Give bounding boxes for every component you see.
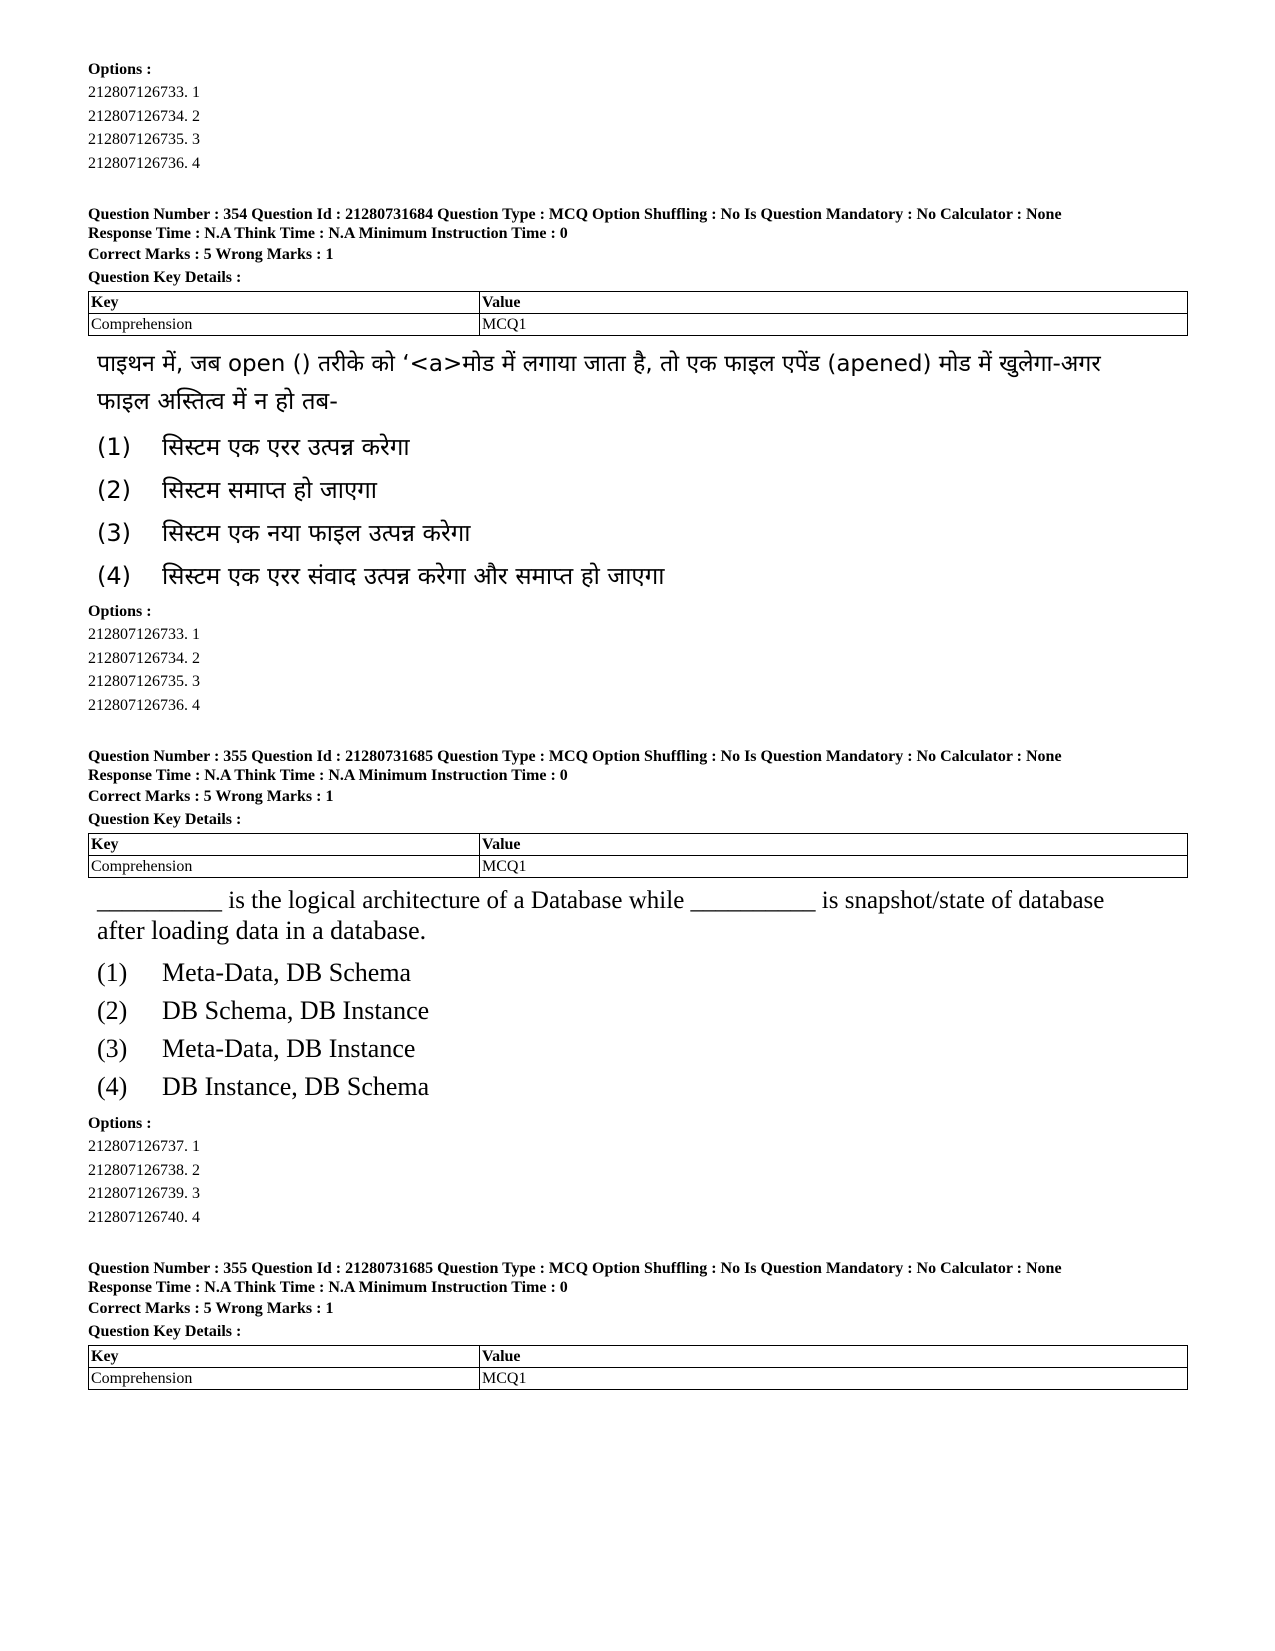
- choice-item: [97, 469, 1188, 512]
- question-text: [88, 346, 1188, 598]
- option-line: 212807126737. 1: [88, 1138, 200, 1155]
- key-header: Key: [89, 292, 480, 314]
- choice-item: [97, 426, 1188, 469]
- choice-text: Meta-Data, DB Schema: [162, 958, 412, 987]
- key-details-label: Question Key Details :: [88, 269, 242, 286]
- choice-text: DB Schema, DB Instance: [162, 996, 430, 1025]
- question-line: फाइल अस्तित्व में न हो तब-: [97, 387, 338, 415]
- choice-item: [97, 555, 1188, 598]
- option-line: 212807126733. 1: [88, 84, 200, 101]
- option-line: 212807126733. 1: [88, 626, 200, 643]
- option-line: 212807126734. 2: [88, 107, 200, 125]
- key-details-label: Question Key Details :: [88, 1323, 242, 1340]
- question-marks: Correct Marks : 5 Wrong Marks : 1: [88, 1300, 334, 1317]
- choice-text: Meta-Data, DB Instance: [162, 1034, 416, 1063]
- choice-text: DB Instance, DB Schema: [162, 1072, 430, 1101]
- options-label: Options :: [88, 603, 152, 620]
- choice-item: [97, 1068, 1188, 1106]
- choice-number: (4): [97, 1072, 128, 1101]
- question-line: after loading data in a database.: [97, 916, 427, 945]
- options-block-top: [88, 58, 1188, 175]
- question-line: पाइथन में, जब open () तरीके को ‘<a>मोड में लगाया जाता है, तो एक फाइल एपेंड (apened) मोड में खुलेगा-अगर: [97, 351, 1101, 377]
- question-timing: Response Time : N.A Think Time : N.A Minimum Instruction Time : 0: [88, 225, 568, 242]
- choice-number: (2): [97, 476, 131, 504]
- value-cell: MCQ1: [480, 856, 1188, 878]
- question-355-repeat: [88, 1259, 1188, 1390]
- question-marks: Correct Marks : 5 Wrong Marks : 1: [88, 788, 334, 805]
- question-timing: Response Time : N.A Think Time : N.A Minimum Instruction Time : 0: [88, 767, 568, 784]
- value-header: Value: [480, 1346, 1188, 1368]
- options-label: Options :: [88, 61, 152, 78]
- key-details-table: [88, 291, 1188, 336]
- option-line: 212807126735. 3: [88, 673, 200, 690]
- choice-item: [97, 954, 1188, 992]
- key-cell: Comprehension: [89, 314, 480, 336]
- choice-item: [97, 1030, 1188, 1068]
- value-cell: MCQ1: [480, 1368, 1188, 1390]
- choice-item: [97, 512, 1188, 555]
- choice-number: (1): [97, 958, 128, 987]
- question-timing: Response Time : N.A Think Time : N.A Minimum Instruction Time : 0: [88, 1279, 568, 1296]
- key-details-table: [88, 833, 1188, 878]
- option-line: 212807126734. 2: [88, 649, 200, 667]
- choice-text: सिस्टम एक एरर उत्पन्न करेगा: [162, 433, 410, 461]
- choice-text: सिस्टम समाप्त हो जाएगा: [162, 476, 377, 504]
- option-line: 212807126740. 4: [88, 1208, 200, 1226]
- question-marks: Correct Marks : 5 Wrong Marks : 1: [88, 246, 334, 263]
- question-text: [88, 886, 1188, 1106]
- options-label: Options :: [88, 1115, 152, 1132]
- key-cell: Comprehension: [89, 856, 480, 878]
- options-block: [88, 1112, 1188, 1229]
- choice-number: (2): [97, 996, 128, 1025]
- value-cell: MCQ1: [480, 314, 1188, 336]
- value-header: Value: [480, 834, 1188, 856]
- choice-number: (3): [97, 519, 131, 547]
- option-line: 212807126735. 3: [88, 131, 200, 148]
- key-header: Key: [89, 1346, 480, 1368]
- option-line: 212807126738. 2: [88, 1161, 200, 1179]
- option-line: 212807126736. 4: [88, 154, 200, 172]
- question-meta: Question Number : 354 Question Id : 21280731684 Question Type : MCQ Option Shuffling : No Is Question Mandatory : No Calculator : None: [88, 206, 1062, 223]
- option-line: 212807126739. 3: [88, 1185, 200, 1202]
- question-355: [88, 747, 1188, 1229]
- key-cell: Comprehension: [89, 1368, 480, 1390]
- key-details-table: [88, 1345, 1188, 1390]
- choice-text: सिस्टम एक एरर संवाद उत्पन्न करेगा और समाप्त हो जाएगा: [162, 562, 665, 590]
- question-354: [88, 205, 1188, 717]
- choice-item: [97, 992, 1188, 1030]
- key-header: Key: [89, 834, 480, 856]
- question-meta: Question Number : 355 Question Id : 21280731685 Question Type : MCQ Option Shuffling : No Is Question Mandatory : No Calculator : None: [88, 1260, 1062, 1277]
- option-line: 212807126736. 4: [88, 696, 200, 714]
- question-meta: Question Number : 355 Question Id : 21280731685 Question Type : MCQ Option Shuffling : No Is Question Mandatory : No Calculator : None: [88, 748, 1062, 765]
- choice-number: (1): [97, 433, 131, 461]
- choice-number: (3): [97, 1034, 128, 1063]
- value-header: Value: [480, 292, 1188, 314]
- document-page: [88, 58, 1188, 1390]
- question-line: __________ is the logical architecture of a Database while __________ is snapshot/state of database: [97, 887, 1105, 914]
- options-block: [88, 600, 1188, 717]
- choice-number: (4): [97, 562, 131, 590]
- choice-text: सिस्टम एक नया फाइल उत्पन्न करेगा: [162, 519, 471, 547]
- key-details-label: Question Key Details :: [88, 811, 242, 828]
